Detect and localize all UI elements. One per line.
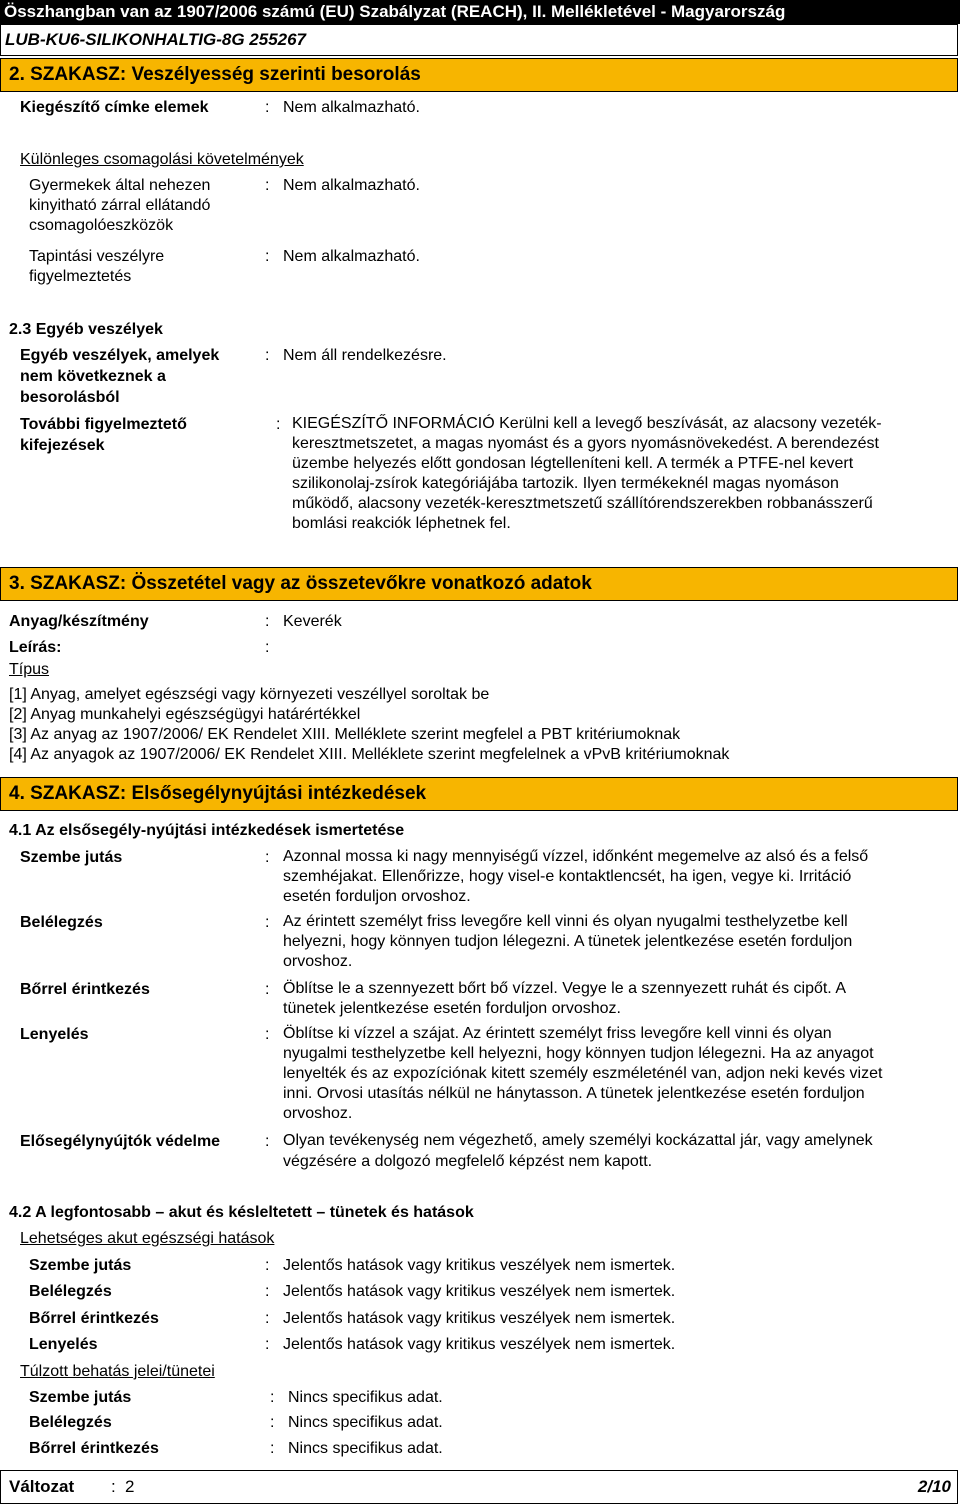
other-hazards-title: 2.3 Egyéb veszélyek xyxy=(9,321,163,338)
substance-label: Anyag/készítmény xyxy=(9,613,149,630)
page-number: 2/10 xyxy=(917,1477,951,1496)
over-label: Belélegzés xyxy=(29,1414,112,1431)
skin-text-line: Öblítse le a szennyezett bőrt bő vízzel. Vegye le a szennyezett ruhát és cipőt. A xyxy=(283,980,846,997)
colon: : xyxy=(265,99,270,116)
acute-value: Jelentős hatások vagy kritikus veszélyek nem ismertek. xyxy=(283,1257,676,1274)
over-value: Nincs specifikus adat. xyxy=(288,1440,443,1457)
regulation-header: Összhangban van az 1907/2006 számú (EU) Szabályzat (REACH), II. Mellékletével - Magyarország xyxy=(0,0,960,24)
inhalation-text-line: helyezni, hogy könnyen tudjon lélegezni. A tünetek jelentkezése esetén forduljon xyxy=(283,933,853,950)
tactile-value: Nem alkalmazható. xyxy=(283,248,420,265)
child-label-line: Gyermekek által nehezen xyxy=(29,177,211,194)
colon: : xyxy=(276,416,281,433)
skin-label: Bőrrel érintkezés xyxy=(20,981,150,998)
colon: : xyxy=(265,639,270,656)
note-line: [2] Anyag munkahelyi egészségügyi határértékkel xyxy=(9,706,361,723)
version-value: 2 xyxy=(125,1477,135,1496)
acute-label: Szembe jutás xyxy=(29,1257,132,1274)
section-3-title: 3. SZAKASZ: Összetétel vagy az összetevőkre vonatkozó adatok xyxy=(0,567,958,601)
acute-label: Lenyelés xyxy=(29,1336,98,1353)
colon: : xyxy=(265,347,270,364)
colon: : xyxy=(270,1389,275,1406)
over-label: Bőrrel érintkezés xyxy=(29,1440,159,1457)
child-value: Nem alkalmazható. xyxy=(283,177,420,194)
colon: : xyxy=(265,177,270,194)
further-text-line: szilikonolaj-zsírok kategóriájába tartozik. Ilyen termékeknél magas nyomáson xyxy=(292,475,839,492)
eye-text-line: esetén forduljon orvoshoz. xyxy=(283,888,471,905)
note-line: [3] Az anyag az 1907/2006/ EK Rendelet XIII. Melléklete szerint megfelel a PBT kritériumoknak xyxy=(9,726,681,743)
ingestion-label: Lenyelés xyxy=(20,1026,89,1043)
other-label-line: nem következnek a xyxy=(20,368,166,385)
protection-text-line: Olyan tevékenység nem végezhető, amely személyi kockázattal jár, vagy amelynek xyxy=(283,1132,873,1149)
acute-label: Bőrrel érintkezés xyxy=(29,1310,159,1327)
over-value: Nincs specifikus adat. xyxy=(288,1389,443,1406)
further-text-line: keresztmetszetet, a magas nyomást és a gyors nyomásnövekedést. A berendezést xyxy=(292,435,879,452)
note-line: [1] Anyag, amelyet egészségi vagy környezeti veszéllyel soroltak be xyxy=(9,686,490,703)
tactile-label-line: figyelmeztetés xyxy=(29,268,132,285)
description-label: Leírás: xyxy=(9,639,62,656)
colon: : xyxy=(265,1026,270,1043)
colon: : xyxy=(265,914,270,931)
inhalation-text-line: Az érintett személyt friss levegőre kell vinni és olyan nyugalmi testhelyzetbe kell xyxy=(283,913,848,930)
acute-label: Belélegzés xyxy=(29,1283,112,1300)
acute-value: Jelentős hatások vagy kritikus veszélyek nem ismertek. xyxy=(283,1336,676,1353)
packaging-heading: Különleges csomagolási követelmények xyxy=(20,151,304,168)
colon: : xyxy=(111,1477,116,1496)
protection-text-line: végzésére a dolgozó megfelelő képzést nem kapott. xyxy=(283,1153,653,1170)
page-footer xyxy=(0,1470,958,1504)
colon: : xyxy=(265,1133,270,1150)
colon: : xyxy=(265,1310,270,1327)
symptoms-subtitle: 4.2 A legfontosabb – akut és késleltetett – tünetek és hatások xyxy=(9,1204,474,1221)
section-4-title: 4. SZAKASZ: Elsősegélynyújtási intézkedések xyxy=(0,777,958,811)
further-label-line: További figyelmeztető xyxy=(20,416,187,433)
other-label-line: Egyéb veszélyek, amelyek xyxy=(20,347,220,364)
section-2-title: 2. SZAKASZ: Veszélyesség szerinti besorolás xyxy=(0,58,958,92)
version-label: Változat xyxy=(9,1477,75,1496)
further-label-line: kifejezések xyxy=(20,437,105,454)
child-label-line: kinyitható zárral ellátandó xyxy=(29,197,211,214)
tactile-label-line: Tapintási veszélyre xyxy=(29,248,165,265)
colon: : xyxy=(265,849,270,866)
ingestion-text-line: orvoshoz. xyxy=(283,1105,353,1122)
colon: : xyxy=(265,248,270,265)
eye-text-line: Azonnal mossa ki nagy mennyiségű vízzel, időnként megemelve az alsó és a felső xyxy=(283,848,869,865)
colon: : xyxy=(265,613,270,630)
acute-value: Jelentős hatások vagy kritikus veszélyek nem ismertek. xyxy=(283,1310,676,1327)
colon: : xyxy=(265,1283,270,1300)
acute-heading: Lehetséges akut egészségi hatások xyxy=(20,1230,275,1247)
colon: : xyxy=(265,981,270,998)
eye-label: Szembe jutás xyxy=(20,849,123,866)
type-label: Típus xyxy=(9,661,50,678)
supp-value: Nem alkalmazható. xyxy=(283,99,420,116)
protection-label: Elősegélynyújtók védelme xyxy=(20,1133,221,1150)
child-label-line: csomagolóeszközök xyxy=(29,217,174,234)
product-name: LUB-KU6-SILIKONHALTIG-8G 255267 xyxy=(0,24,958,56)
overexposure-heading: Túlzott behatás jelei/tünetei xyxy=(20,1363,215,1380)
other-value: Nem áll rendelkezésre. xyxy=(283,347,447,364)
note-line: [4] Az anyagok az 1907/2006/ EK Rendelet XIII. Melléklete szerint megfelelnek a vPvB kritériumoknak xyxy=(9,746,730,763)
colon: : xyxy=(270,1440,275,1457)
other-label-line: besorolásból xyxy=(20,389,120,406)
skin-text-line: tünetek jelentkezése esetén forduljon orvoshoz. xyxy=(283,1000,621,1017)
inhalation-text-line: orvoshoz. xyxy=(283,953,353,970)
over-value: Nincs specifikus adat. xyxy=(288,1414,443,1431)
inhalation-label: Belélegzés xyxy=(20,914,103,931)
ingestion-text-line: lenyelték és az expozíciónak kitett személy eszméleténél van, adjon neki kevés vizet xyxy=(283,1065,883,1082)
eye-text-line: szemhéjakat. Ellenőrizze, hogy visel-e kontaktlencsét, ha igen, vegye ki. Irritáció xyxy=(283,868,852,885)
substance-value: Keverék xyxy=(283,613,342,630)
further-text-line: KIEGÉSZÍTŐ INFORMÁCIÓ Kerülni kell a levegő beszívását, az alacsony vezeték- xyxy=(292,415,882,432)
first-aid-subtitle: 4.1 Az elsősegély-nyújtási intézkedések ismertetése xyxy=(9,822,405,839)
colon: : xyxy=(270,1414,275,1431)
further-text-line: üzembe helyezés előtt gondosan légtelleníteni kell. A termék a PTFE-nel kevert xyxy=(292,455,854,472)
supp-label: Kiegészítő címke elemek xyxy=(20,99,209,116)
colon: : xyxy=(265,1336,270,1353)
acute-value: Jelentős hatások vagy kritikus veszélyek nem ismertek. xyxy=(283,1283,676,1300)
ingestion-text-line: inni. Orvosi utasítás nélkül ne hánytasson. A tünetek jelentkezése esetén forduljon xyxy=(283,1085,865,1102)
further-text-line: működő, alacsony vezeték-keresztmetszetű szállítórendszerekben robbanásszerű xyxy=(292,495,873,512)
further-text-line: bomlási reakciók léphetnek fel. xyxy=(292,515,511,532)
colon: : xyxy=(265,1257,270,1274)
over-label: Szembe jutás xyxy=(29,1389,132,1406)
ingestion-text-line: Öblítse ki vízzel a szájat. Az érintett személyt friss levegőre kell vinni és olyan xyxy=(283,1025,832,1042)
ingestion-text-line: nyugalmi testhelyzetbe kell helyezni, hogy könnyen tudjon lélegezni. Ha az anyagot xyxy=(283,1045,874,1062)
